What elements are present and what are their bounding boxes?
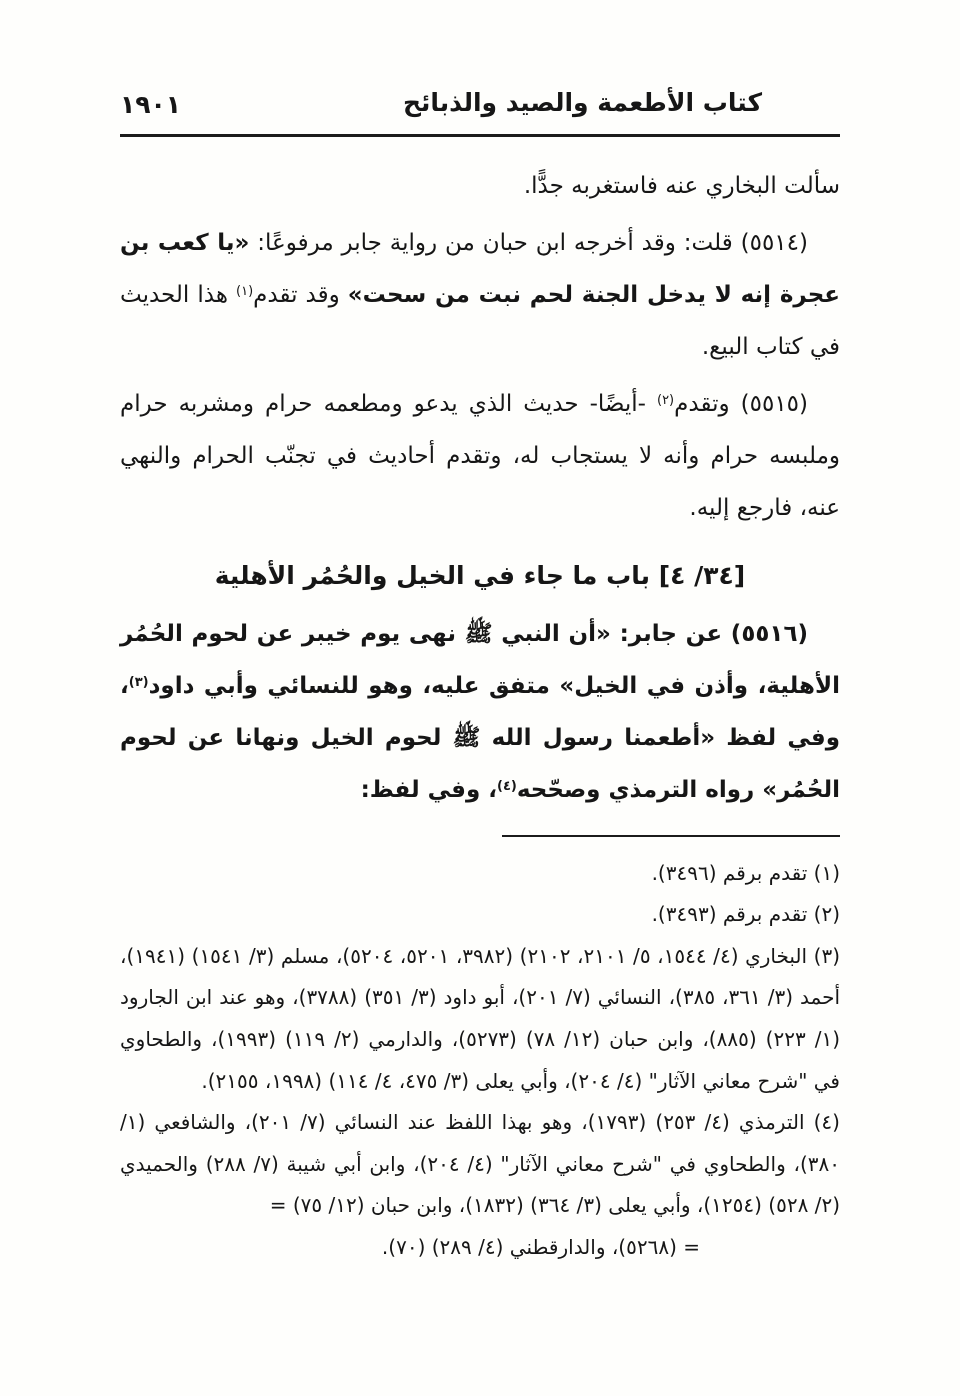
page-header [120,88,840,130]
footnotes-section [120,835,840,1269]
text-segment: -أيضًا- حديث الذي يدعو ومطعمه حرام ومشربه حرام وملبسه حرام وأنه لا يستجاب له، وتقدم أحاديث في تجنّب الحرام والنهي عنه، فارجع إليه. [120,390,840,521]
footnote-ref-4: (٤) [497,778,517,794]
hadith-quote: «يا كعب بن عجرة إنه لا يدخل الجنة لحم نبت من سحت» [120,229,840,308]
page-number: ١٩٠١ [120,90,182,119]
hadith-quote: ، وفي لفظ «أطعمنا رسول الله ﷺ لحوم الخيل ونهانا عن لحوم الحُمُر» رواه الترمذي وصحّحه [120,672,840,803]
footnote-ref-1: (١) [236,283,254,299]
hadith-quote: (٥٥١٦) عن جابر: «أن النبي ﷺ نهى يوم خيبر عن لحوم الحُمُر الأهلية، وأذن في الخيل» متفق عليه، وهو للنسائي وأبي داود [120,620,840,699]
footnote-1: (١) تقدم برقم (٣٤٩٦). [651,860,840,885]
paragraph-5515 [120,379,840,535]
header-rule [120,134,840,137]
book-title: كتاب الأطعمة والصيد والذبائح [402,88,762,117]
footnote-ref-3: (٣) [128,674,149,690]
paragraph-5516 [120,609,840,817]
page-body [120,161,840,817]
footnote-4: (٤) الترمذي (٤/ ٢٥٣) (١٧٩٣)، وهو بهذا اللفظ عند النسائي (٧/ ٢٠١)، والشافعي (١/ ٣٨٠)، والطحاوي في "شرح معاني الآثار" (٤/ ٢٠٤)، وابن أبي شيبة (٧/ ٢٨٨) والحميدي (٢/ ٥٢٨) (١٢٥٤)، وأبي يعلى (٣/ ٣٦٤) (١٨٣٢)، وابن حبان (١٢/ ٧٥) = [120,1110,840,1218]
paragraph-5514 [120,218,840,374]
footnote-ref-2: (٢) [656,392,675,408]
chapter-heading: [٣٤/ ٤] باب ما جاء في الخيل والحُمُر الأهلية [214,560,746,590]
paragraph-intro: سألت البخاري عنه فاستغربه جدًّا. [523,173,840,199]
text-segment: (٥٥١٤) قلت: وقد أخرجه ابن حبان من رواية جابر مرفوعًا: [249,229,808,256]
footnote-3: (٣) البخاري (٤/ ١٥٤٤، ٥/ ٢١٠١، ٢١٠٢) (٣٩٨٢، ٥٢٠١، ٥٢٠٤)، مسلم (٣/ ١٥٤١) (١٩٤١)، أحمد (٣/ ٣٦١، ٣٨٥)، النسائي (٧/ ٢٠١)، أبو داود (٣/ ٣٥١) (٣٧٨٨)، وهو عند ابن الجارود (١/ ٢٢٣) (٨٨٥)، وابن حبان (١٢/ ٧٨) (٥٢٧٣)، والدارمي (٢/ ١١٩) (١٩٩٣)، والطحاوي في "شرح معاني الآثار" (٤/ ٢٠٤)، وأبي يعلى (٣/ ٤٧٥، ٤/ ١١٤) (١٩٩٨، ٢١٥٥). [120,943,841,1093]
footnote-4-continuation: = (٥٢٦٨)، والدارقطني (٤/ ٢٨٩) (٧٠). [381,1235,700,1259]
text-segment: ، وفي لفظ: [360,776,497,803]
text-segment: هذا الحديث في كتاب البيع. [120,281,840,360]
footnote-2: (٢) تقدم برقم (٣٤٩٣). [651,902,840,927]
footnote-separator [502,835,840,837]
text-segment: (٥٥١٥) وتقدم [674,390,809,417]
text-segment: وقد تقدم [253,281,348,308]
